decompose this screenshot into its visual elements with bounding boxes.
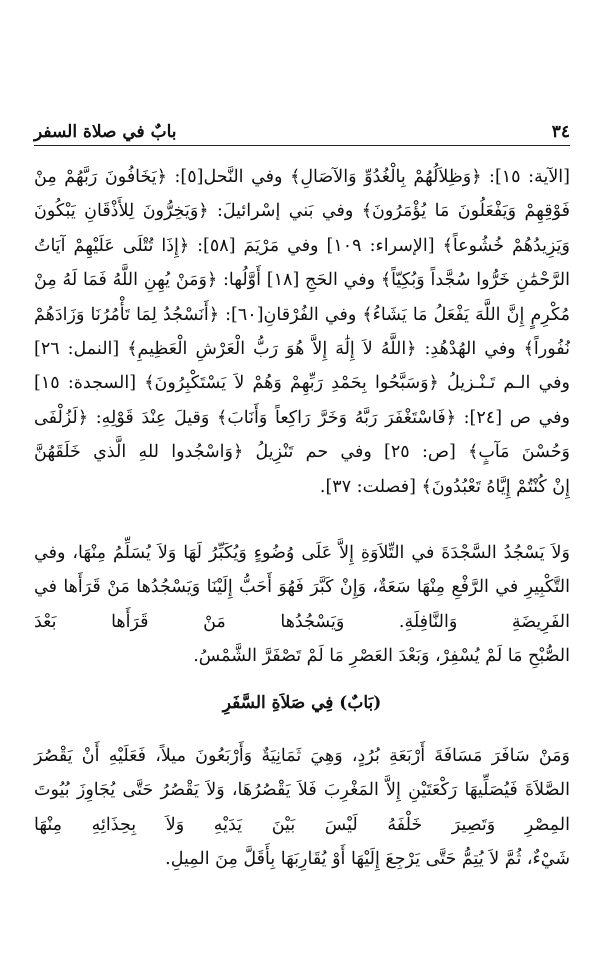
text-line: إِنْ كُنْتُمْ إِيَّاهُ تَعْبُدُونَ﴾ [فصلت: ٣٧]. [319, 476, 570, 497]
text-line: أَوَّلُها: ﴿وَمَنْ يُهِنِ اللَّهُ فَمَا لَهُ مِنْ مُكْرِمٍ إِنَّ اللَّهَ يَفْعَلُ مَا يَشَاءُ﴾ وفي [34, 270, 570, 325]
text-line: وَيَسْجُدُها مَنْ قَرَأَها في الفَرِيضَةِ وَالنَّافِلَةِ. وَيَسْجُدُها مَنْ قَرَأَها بَعْدَ [34, 577, 570, 632]
text-line: لِلأَذْقَانِ يَبْكُونَ وَيَزِيدُهُمْ خُشُوعاً﴾ [الإسراء: ١٠٩] وفي مَرْيَمَ [٥٨]: [34, 201, 570, 256]
paragraph-travel-prayer [34, 739, 570, 877]
text-line: ﴿إِذَا تُتْلَى عَلَيْهِمْ آيَاتُ الرَّحْمَٰنِ خَرُّوا سُجَّداً وَبُكِيّاً﴾ وفي الحَجِ [١٨] [34, 235, 570, 291]
text-line: رَبَّهُمْ مِنْ فَوْقِهِمْ وَيَفْعَلُونَ مَا يُؤْمَرُونَ﴾ وفي بَني إسْرائيلَ: ﴿وَيَخِرُّونَ [34, 167, 570, 222]
section-heading: (بَابٌ) فِي صَلاَةِ السَّفَرِ [222, 693, 382, 713]
running-title: بابٌ في صلاة السفر [34, 122, 177, 142]
text-line: وَمَنْ سَافَرَ مَسَافَةَ أَرْبَعَةِ بُرُدٍ، وَهِيَ ثَمَانِيَةٌ وَأَرْبَعُونَ ميلاً، فَعَلَيْهِ أَنْ [81, 746, 570, 766]
paragraph-sajda-verses [34, 160, 570, 504]
page-number: ٣٤ [551, 122, 570, 142]
header-divider [34, 145, 570, 146]
text-line: حَتَّى يُجَاوِزَ بُيُوتَ المِصْرِ وَتَصِيرَ خَلْفَهُ لَيْسَ بَيْنَ يَدَيْهِ وَلاَ بِحِذَائِهِ مِنْهَا [34, 780, 570, 835]
page-header [34, 112, 570, 142]
text-line: وَحُسْنَ مَآبٍ﴾ [ص: ٢٥] وفي حم تَنْزِيلُ ﴿وَاسْجُدوا للهِ الَّذي خَلَقَهُنَّ [34, 442, 570, 463]
text-line: وَلاَ يَسْجُدُ السَّجْدَةَ في التِّلاَوَةِ إِلاَّ عَلَى وُضُوءٍ وَيُكَبِّرُ لَهَا وَلاَ [157, 543, 570, 563]
text-line: يَقْصُرَ الصَّلاَةَ فَيُصَلِّيهَا رَكْعَتَيْنِ إِلاَّ المَغْرِبَ فَلاَ يَقْصُرُهَا، وَلاَ يَقْصُرُ [34, 746, 570, 801]
text-line: الصُّبْحِ مَا لَمْ يُسْفِرْ، وَبَعْدَ العَصْرِ مَا لَمْ تَصْفَرَّ الشَّمْسُ. [193, 646, 570, 667]
text-line: لاَ إِلَٰهَ إِلاَّ هُوَ رَبُّ الْعَرْشِ الْعَظِيمِ﴾ [النمل: ٢٦] وفي الـم تَـنْـزيلُ [34, 339, 570, 394]
text-line: [الآية: ١٥]: ﴿وَظِلاَلُهُمْ بِالْغُدُوِّ وَالآصَالِ﴾ وفي النَّحل[٥]: ﴿يَخَافُونَ [104, 167, 571, 187]
text-line: ﴿وَسَبَّحُوا بِحَمْدِ رَبِّهِمْ وَهُمْ لاَ يَسْتَكْبِرُونَ﴾ [السجدة: ١٥] وفي ص [34, 373, 570, 428]
text-line: [٢٤]: ﴿فَاسْتَغْفَرَ رَبَّهُ وَخَرَّ رَاكِعاً وَأَنَابَ﴾ وَقيلَ عِنْدَ قَوْلِهِ: ﴿لَزُلْفَى [34, 407, 503, 428]
text-line: شَيْءٌ، ثُمَّ لاَ يُتِمُّ حَتَّى يَرْجِعَ إِلَيْهَا أَوْ يُقَارِبَهَا بِأَقَلَّ مِنَ المِيلِ. [165, 849, 570, 870]
text-line: الفُرْقانِ[٦٠]: ﴿أَنَسْجُدُ لِمَا تَأْمُرُنَا وَزَادَهُمْ نُفُوراً﴾ وفي الهُدْهُدِ: ﴿اللَّهُ [34, 304, 570, 360]
text-line: يُسَلِّمُ مِنْهَا، وفي التَّكْبِيرِ في الرَّفْعِ مِنْهَا سَعَةٌ، وَإِنْ كَبَّرَ فَهُوَ أَحَبُّ إِلَيْنَا [34, 543, 570, 598]
paragraph-sajda-rules [34, 536, 570, 674]
